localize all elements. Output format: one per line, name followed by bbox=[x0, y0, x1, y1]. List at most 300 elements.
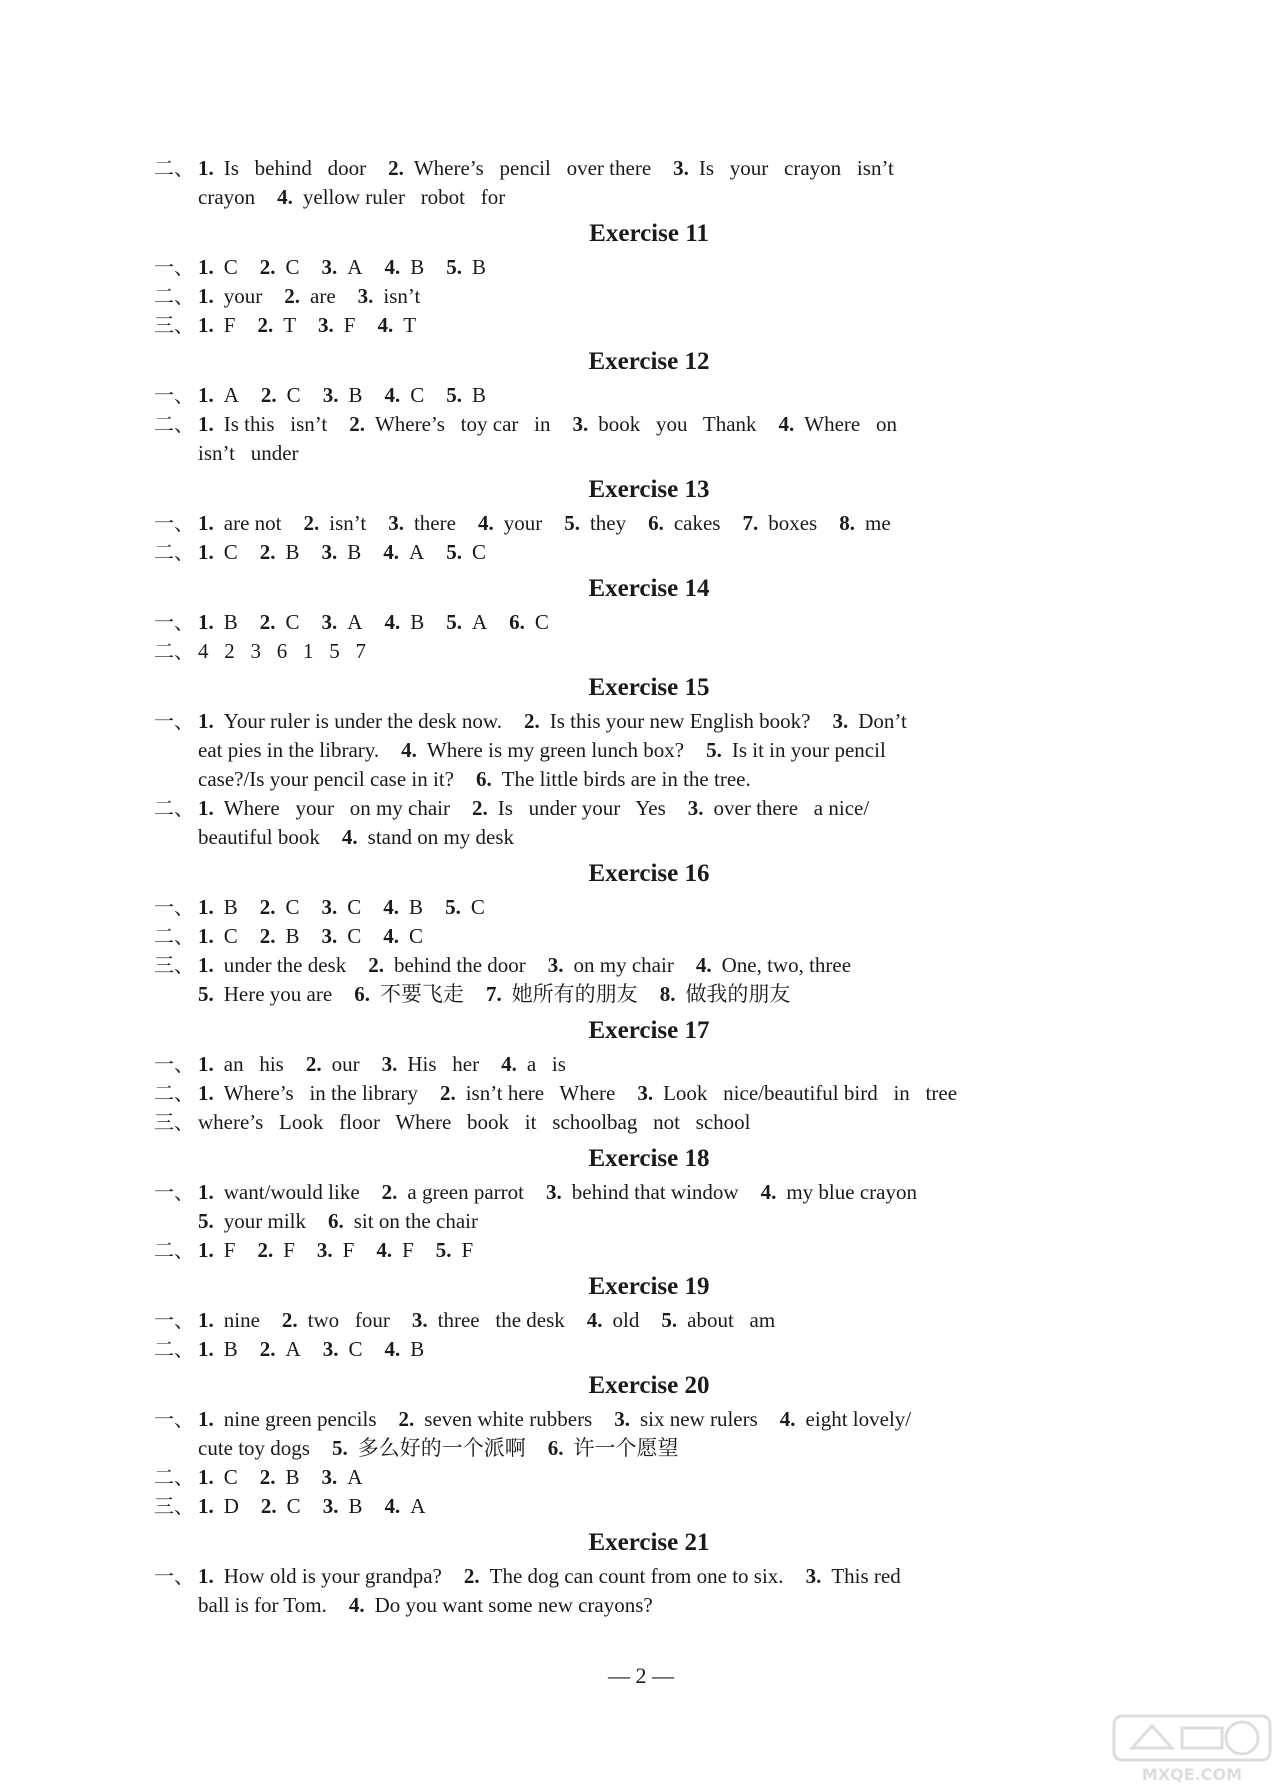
answer-line bbox=[154, 707, 1154, 736]
answer-line bbox=[154, 980, 1154, 1009]
answer-text: B bbox=[347, 540, 362, 564]
answer-text: C bbox=[534, 610, 549, 634]
question-number: 4. bbox=[341, 825, 358, 849]
answer-text: isn’t under bbox=[198, 441, 299, 465]
answer-text: on my chair bbox=[573, 953, 674, 977]
answer-text: are bbox=[310, 284, 336, 308]
answer-item bbox=[198, 1494, 239, 1518]
answer-item bbox=[322, 540, 362, 564]
question-number: 2. bbox=[259, 1337, 276, 1361]
question-number: 1. bbox=[198, 284, 214, 308]
answer-item bbox=[358, 284, 421, 308]
section-marker: 二、 bbox=[154, 540, 194, 564]
answer-text: C bbox=[286, 1494, 301, 1518]
answer-item bbox=[384, 1337, 424, 1361]
answer-line bbox=[154, 1335, 1154, 1364]
answer-item bbox=[368, 953, 526, 977]
answer-item bbox=[198, 511, 281, 535]
question-number: 2. bbox=[388, 156, 404, 180]
answer-item bbox=[323, 1494, 363, 1518]
answer-item bbox=[696, 953, 851, 977]
answer-text: C bbox=[286, 383, 301, 407]
answer-text: your bbox=[503, 511, 543, 535]
answer-item bbox=[399, 1407, 593, 1431]
answer-item bbox=[501, 1052, 566, 1076]
answer-item bbox=[322, 1465, 363, 1489]
answer-line bbox=[154, 1492, 1154, 1521]
question-number: 2. bbox=[259, 895, 276, 919]
answer-line bbox=[154, 951, 1154, 980]
answer-line bbox=[154, 538, 1154, 567]
answer-item bbox=[198, 1052, 284, 1076]
answer-item bbox=[342, 825, 514, 849]
answer-text: your bbox=[223, 284, 263, 308]
answer-item bbox=[546, 1180, 739, 1204]
answer-text: are not bbox=[223, 511, 282, 535]
question-number: 4. bbox=[348, 1593, 365, 1617]
answer-item bbox=[198, 825, 320, 849]
question-number: 3. bbox=[637, 1081, 654, 1105]
question-number: 8. bbox=[659, 982, 676, 1006]
question-number: 1. bbox=[198, 895, 214, 919]
answer-text: under the desk bbox=[223, 953, 347, 977]
answer-text: F bbox=[223, 1238, 236, 1262]
answer-text: T bbox=[403, 313, 417, 337]
exercise-heading: Exercise 14 bbox=[588, 575, 710, 602]
answer-item bbox=[401, 738, 684, 762]
answer-item bbox=[382, 1052, 480, 1076]
answer-item bbox=[198, 709, 502, 733]
answer-text: 做我的朋友 bbox=[685, 982, 791, 1006]
section-marker: 二、 bbox=[154, 412, 194, 436]
answer-line bbox=[154, 1591, 1154, 1620]
answer-item bbox=[573, 412, 757, 436]
answer-item bbox=[637, 1081, 957, 1105]
answer-text: Do you want some new crayons? bbox=[374, 1593, 653, 1617]
question-number: 3. bbox=[547, 953, 564, 977]
answer-item bbox=[198, 1337, 238, 1361]
answer-text: three the desk bbox=[437, 1308, 565, 1332]
question-number: 2. bbox=[349, 412, 365, 436]
answer-text: my blue crayon bbox=[786, 1180, 917, 1204]
section-marker: 一、 bbox=[154, 1052, 194, 1076]
answer-item bbox=[322, 924, 362, 948]
question-number: 1. bbox=[198, 1308, 214, 1332]
question-number: 3. bbox=[321, 255, 338, 279]
answer-text: six new rulers bbox=[639, 1407, 758, 1431]
answer-item bbox=[198, 185, 255, 209]
answer-line bbox=[154, 1463, 1154, 1492]
answer-item bbox=[198, 738, 379, 762]
answer-text: yellow ruler robot for bbox=[302, 185, 506, 209]
answer-item bbox=[198, 156, 366, 180]
question-number: 2. bbox=[260, 383, 277, 407]
question-number: 3. bbox=[381, 1052, 398, 1076]
answer-item bbox=[440, 1081, 615, 1105]
answer-text: beautiful book bbox=[198, 825, 320, 849]
answer-text: C bbox=[347, 895, 362, 919]
section-marker: 一、 bbox=[154, 709, 194, 733]
answer-text: old bbox=[612, 1308, 640, 1332]
answer-item bbox=[198, 796, 450, 820]
question-number: 3. bbox=[321, 540, 338, 564]
answer-item bbox=[648, 511, 720, 535]
answer-item bbox=[384, 255, 424, 279]
question-number: 7. bbox=[485, 982, 502, 1006]
answer-item bbox=[354, 982, 464, 1006]
section-marker: 一、 bbox=[154, 255, 194, 279]
answer-text: nine green pencils bbox=[223, 1407, 377, 1431]
question-number: 2. bbox=[259, 924, 276, 948]
question-number: 1. bbox=[198, 255, 214, 279]
question-number: 5. bbox=[435, 1238, 452, 1262]
section-marker: 二、 bbox=[154, 796, 194, 820]
answer-item bbox=[322, 895, 362, 919]
question-number: 4. bbox=[384, 383, 401, 407]
answer-item bbox=[322, 255, 363, 279]
answer-text: Look nice/beautiful bird in tree bbox=[663, 1081, 958, 1105]
question-number: 3. bbox=[322, 1494, 339, 1518]
question-number: 3. bbox=[614, 1407, 630, 1431]
answer-text: want/would like bbox=[223, 1180, 360, 1204]
answer-text: two four bbox=[307, 1308, 390, 1332]
answer-text: Where’s toy car in bbox=[374, 412, 551, 436]
answer-item bbox=[660, 982, 791, 1006]
exercise-heading: Exercise 13 bbox=[588, 476, 710, 503]
answer-text: Where on bbox=[804, 412, 897, 436]
answer-text: Where is my green lunch box? bbox=[426, 738, 685, 762]
answer-text: F bbox=[283, 1238, 295, 1262]
watermark-logo bbox=[1112, 1714, 1272, 1786]
section-marker: 三、 bbox=[154, 1494, 194, 1518]
question-number: 4. bbox=[477, 511, 494, 535]
answer-item bbox=[198, 313, 235, 337]
question-number: 1. bbox=[198, 796, 214, 820]
question-number: 5. bbox=[446, 540, 462, 564]
answer-text: over there a nice/ bbox=[713, 796, 870, 820]
question-number: 2. bbox=[381, 1180, 398, 1204]
answer-text: B bbox=[471, 383, 486, 407]
answer-item bbox=[806, 1564, 901, 1588]
answer-item bbox=[383, 540, 424, 564]
answer-text: there bbox=[413, 511, 456, 535]
answer-item bbox=[260, 924, 300, 948]
answer-text: C bbox=[223, 255, 238, 279]
question-number: 5. bbox=[198, 1209, 214, 1233]
answer-item bbox=[564, 511, 626, 535]
answer-item bbox=[317, 1238, 354, 1262]
answer-item bbox=[198, 639, 366, 663]
answer-item bbox=[198, 1593, 327, 1617]
answer-item bbox=[384, 383, 424, 407]
question-number: 3. bbox=[388, 511, 404, 535]
answer-item bbox=[383, 924, 423, 948]
exercise-heading: Exercise 20 bbox=[588, 1372, 710, 1399]
answer-item bbox=[673, 156, 894, 180]
answer-text: C bbox=[347, 924, 362, 948]
answer-item bbox=[412, 1308, 565, 1332]
answer-item bbox=[349, 1593, 653, 1617]
question-number: 3. bbox=[832, 709, 849, 733]
answer-text: C bbox=[285, 895, 300, 919]
answer-item bbox=[436, 1238, 473, 1262]
answer-item bbox=[472, 796, 666, 820]
question-number: 1. bbox=[198, 1494, 214, 1518]
question-number: 5. bbox=[446, 610, 462, 634]
question-number: 1. bbox=[198, 1081, 214, 1105]
question-number: 3. bbox=[316, 1238, 333, 1262]
question-number: 2. bbox=[305, 1052, 322, 1076]
answer-text: C bbox=[223, 924, 238, 948]
question-number: 5. bbox=[331, 1436, 348, 1460]
answer-text: C bbox=[285, 610, 300, 634]
question-number: 6. bbox=[547, 1436, 564, 1460]
answer-line bbox=[154, 637, 1154, 666]
answer-line bbox=[154, 509, 1154, 538]
answer-text: C bbox=[223, 540, 238, 564]
answer-text: B bbox=[409, 895, 424, 919]
answer-item bbox=[306, 1052, 360, 1076]
question-number: 3. bbox=[673, 156, 689, 180]
section-marker: 三、 bbox=[154, 1110, 194, 1134]
answer-line bbox=[154, 1108, 1154, 1137]
answer-item bbox=[260, 540, 300, 564]
question-number: 6. bbox=[475, 767, 492, 791]
answer-line bbox=[154, 1079, 1154, 1108]
answer-text: nine bbox=[223, 1308, 260, 1332]
answer-text: Your ruler is under the desk now. bbox=[223, 709, 502, 733]
question-number: 2. bbox=[472, 796, 488, 820]
answer-line bbox=[154, 823, 1154, 852]
question-number: 5. bbox=[564, 511, 580, 535]
answer-text: Is behind door bbox=[223, 156, 367, 180]
answer-line bbox=[154, 1207, 1154, 1236]
answer-item bbox=[323, 1337, 363, 1361]
answer-item bbox=[780, 1407, 911, 1431]
answer-item bbox=[446, 255, 486, 279]
answer-item bbox=[198, 1081, 418, 1105]
answer-line bbox=[154, 1306, 1154, 1335]
question-number: 2. bbox=[284, 284, 300, 308]
question-number: 5. bbox=[446, 383, 462, 407]
question-number: 1. bbox=[198, 924, 214, 948]
question-number: 3. bbox=[321, 924, 338, 948]
question-number: 2. bbox=[260, 1494, 277, 1518]
answer-line bbox=[154, 1178, 1154, 1207]
answer-text: B bbox=[285, 924, 300, 948]
exercise-heading: Exercise 12 bbox=[588, 348, 710, 375]
question-number: 4. bbox=[277, 185, 293, 209]
answer-text: B bbox=[285, 540, 300, 564]
question-number: 1. bbox=[198, 313, 214, 337]
answer-item bbox=[198, 1180, 360, 1204]
question-number: 7. bbox=[742, 511, 759, 535]
answer-text: B bbox=[410, 255, 425, 279]
question-number: 4. bbox=[377, 313, 394, 337]
question-number: 2. bbox=[523, 709, 540, 733]
question-number: 3. bbox=[357, 284, 374, 308]
answer-text: ball is for Tom. bbox=[198, 1593, 327, 1617]
answer-text: where’s Look floor Where book it schoolbag not school bbox=[198, 1110, 751, 1134]
question-number: 3. bbox=[321, 1465, 338, 1489]
answer-text: A bbox=[223, 383, 239, 407]
answer-item bbox=[323, 383, 363, 407]
answer-item bbox=[198, 383, 239, 407]
answer-item bbox=[349, 412, 550, 436]
answer-item bbox=[198, 441, 299, 465]
answer-text: Is it in your pencil bbox=[731, 738, 886, 762]
answer-text: The little birds are in the tree. bbox=[501, 767, 751, 791]
answer-item bbox=[446, 540, 486, 564]
answer-item bbox=[445, 895, 485, 919]
answer-line bbox=[154, 1236, 1154, 1265]
answer-item bbox=[282, 1308, 390, 1332]
answer-line bbox=[154, 1405, 1154, 1434]
answer-line bbox=[154, 1434, 1154, 1463]
answer-text: A bbox=[347, 255, 363, 279]
answer-item bbox=[376, 1238, 413, 1262]
answer-item bbox=[476, 767, 751, 791]
question-number: 1. bbox=[198, 1337, 214, 1361]
answer-text: B bbox=[223, 1337, 238, 1361]
question-number: 2. bbox=[398, 1407, 415, 1431]
answer-text: C bbox=[470, 895, 485, 919]
answer-text: about am bbox=[687, 1308, 776, 1332]
section-marker: 一、 bbox=[154, 1308, 194, 1332]
answer-item bbox=[198, 610, 238, 634]
answer-text: A bbox=[410, 1494, 426, 1518]
answer-item bbox=[486, 982, 638, 1006]
question-number: 1. bbox=[198, 156, 214, 180]
answer-text: B bbox=[223, 895, 238, 919]
question-number: 4. bbox=[383, 895, 400, 919]
answer-text: A bbox=[347, 610, 363, 634]
answer-item bbox=[322, 610, 363, 634]
question-number: 4. bbox=[586, 1308, 603, 1332]
exercise-heading: Exercise 19 bbox=[588, 1273, 710, 1300]
answer-item bbox=[548, 953, 674, 977]
answer-item bbox=[382, 1180, 524, 1204]
answer-item bbox=[688, 796, 869, 820]
answer-text: A bbox=[409, 540, 425, 564]
answer-item bbox=[198, 1209, 306, 1233]
question-number: 3. bbox=[318, 313, 334, 337]
answer-text: Where’s in the library bbox=[223, 1081, 418, 1105]
answer-text: sit on the chair bbox=[353, 1209, 478, 1233]
answer-text: our bbox=[331, 1052, 360, 1076]
answer-item bbox=[260, 255, 300, 279]
question-number: 4. bbox=[384, 1337, 401, 1361]
answer-text: crayon bbox=[198, 185, 256, 209]
answer-item bbox=[260, 610, 300, 634]
answer-text: cakes bbox=[673, 511, 721, 535]
question-number: 1. bbox=[198, 953, 214, 977]
section-marker: 一、 bbox=[154, 511, 194, 535]
question-number: 4. bbox=[778, 412, 795, 436]
question-number: 2. bbox=[259, 610, 276, 634]
section-marker: 一、 bbox=[154, 895, 194, 919]
answer-item bbox=[198, 1436, 310, 1460]
question-number: 3. bbox=[321, 895, 338, 919]
answer-line bbox=[154, 154, 1154, 183]
question-number: 1. bbox=[198, 540, 214, 564]
answer-item bbox=[318, 313, 355, 337]
question-number: 4. bbox=[384, 1494, 401, 1518]
answer-text: Is under your Yes bbox=[497, 796, 666, 820]
section-marker: 二、 bbox=[154, 1337, 194, 1361]
question-number: 3. bbox=[546, 1180, 562, 1204]
page-number: — 2 — bbox=[608, 1663, 674, 1688]
answer-text: your milk bbox=[223, 1209, 306, 1233]
answer-item bbox=[388, 511, 456, 535]
answer-text: B bbox=[348, 1494, 363, 1518]
answer-text: C bbox=[285, 255, 300, 279]
answer-line bbox=[154, 794, 1154, 823]
exercise-heading: Exercise 16 bbox=[588, 860, 710, 887]
answer-text: B bbox=[285, 1465, 300, 1489]
answer-text: F bbox=[402, 1238, 414, 1262]
answer-text: Here you are bbox=[223, 982, 333, 1006]
exercise-heading: Exercise 15 bbox=[588, 674, 710, 701]
answer-text: F bbox=[342, 1238, 355, 1262]
answer-text: they bbox=[589, 511, 627, 535]
answer-line bbox=[154, 608, 1154, 637]
question-number: 4. bbox=[501, 1052, 517, 1076]
answer-line bbox=[154, 765, 1154, 794]
question-number: 5. bbox=[446, 255, 462, 279]
answer-item bbox=[261, 383, 301, 407]
question-number: 4. bbox=[384, 255, 401, 279]
question-number: 4. bbox=[376, 1238, 393, 1262]
answer-key-content bbox=[154, 154, 1154, 1620]
exercise-heading: Exercise 21 bbox=[588, 1529, 710, 1556]
answer-text: Where’s pencil over there bbox=[413, 156, 652, 180]
section-marker: 三、 bbox=[154, 313, 194, 337]
answer-text: T bbox=[283, 313, 297, 337]
answer-text: a is bbox=[526, 1052, 566, 1076]
answer-item bbox=[377, 313, 416, 337]
answer-item bbox=[742, 511, 817, 535]
section-marker: 二、 bbox=[154, 284, 194, 308]
answer-text: case?/Is your pencil case in it? bbox=[198, 767, 454, 791]
answer-item bbox=[661, 1308, 775, 1332]
answer-text: C bbox=[348, 1337, 363, 1361]
answer-item bbox=[509, 610, 549, 634]
answer-item bbox=[384, 1494, 425, 1518]
question-number: 8. bbox=[839, 511, 855, 535]
question-number: 2. bbox=[259, 255, 276, 279]
answer-item bbox=[332, 1436, 526, 1460]
question-number: 1. bbox=[198, 412, 214, 436]
question-number: 1. bbox=[198, 383, 214, 407]
answer-text: eight lovely/ bbox=[805, 1407, 912, 1431]
answer-item bbox=[384, 610, 424, 634]
question-number: 4. bbox=[779, 1407, 796, 1431]
answer-item bbox=[257, 1238, 294, 1262]
answer-item bbox=[388, 156, 651, 180]
question-number: 1. bbox=[198, 1238, 214, 1262]
answer-text: A bbox=[347, 1465, 363, 1489]
answer-item bbox=[383, 895, 423, 919]
answer-line bbox=[154, 183, 1154, 212]
question-number: 4. bbox=[760, 1180, 777, 1204]
answer-text: A bbox=[471, 610, 488, 634]
question-number: 2. bbox=[303, 511, 320, 535]
question-number: 3. bbox=[321, 610, 338, 634]
question-number: 2. bbox=[463, 1564, 480, 1588]
section-marker: 二、 bbox=[154, 156, 194, 180]
answer-item bbox=[198, 1465, 238, 1489]
